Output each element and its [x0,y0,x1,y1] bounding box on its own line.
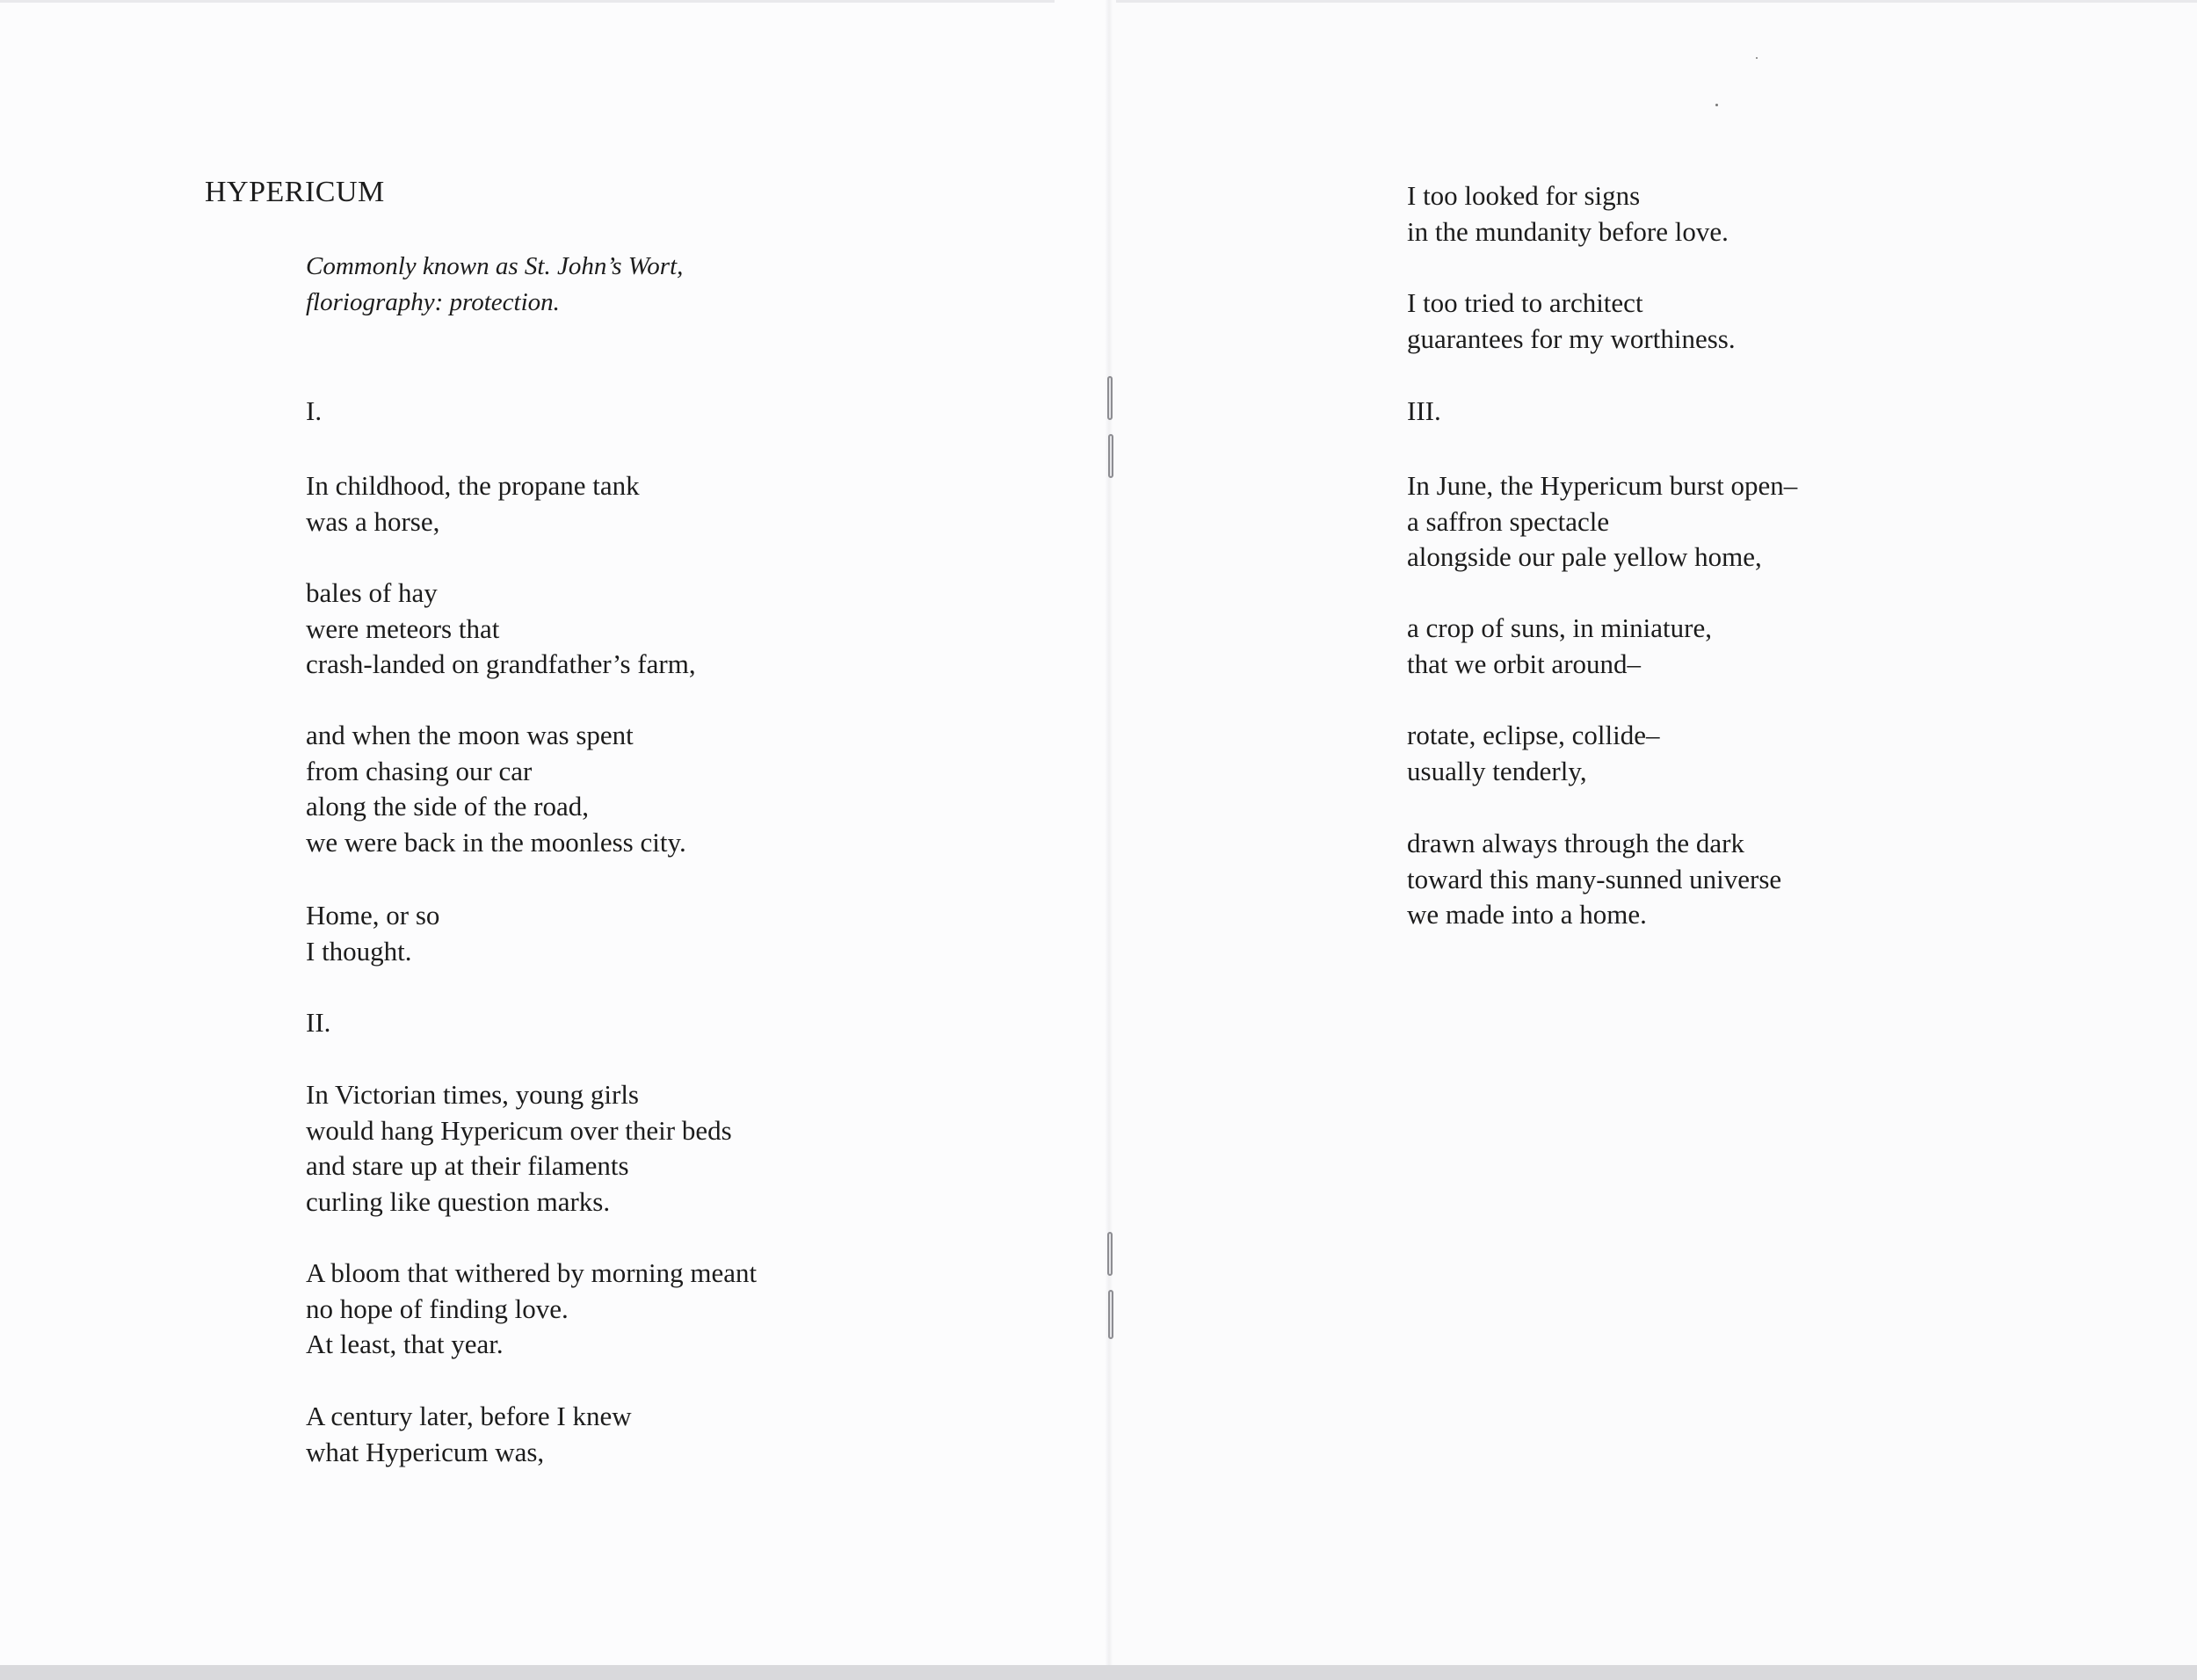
poem-line: Home, or so [306,900,440,931]
epigraph-line: Commonly known as St. John’s Wort, [306,252,684,280]
paper-speck [1715,104,1718,106]
poem-title: HYPERICUM [205,176,385,208]
top-edge-shadow-right [1116,0,2197,3]
poem-line: At least, that year. [306,1329,504,1359]
poem-line: In childhood, the propane tank [306,470,640,501]
poem-line: guarantees for my worthiness. [1407,322,1736,354]
stanza [306,468,640,539]
stanza [306,576,696,683]
stanza [306,898,439,969]
poem-line: rotate, eclipse, collide– [1407,720,1660,750]
poem-line: crash-landed on grandfather’s farm, [306,648,696,679]
poem-line: were meteors that [306,612,500,644]
poem-line: was a horse, [306,505,440,537]
paper-speck [1756,57,1758,59]
stanza [1407,718,1660,789]
scan-bottom-edge [0,1665,2197,1680]
poem-line: bales of hay [306,577,438,608]
poem-line: a crop of suns, in miniature, [1407,612,1712,643]
poem-line: curling like question marks. [306,1185,611,1217]
stanza [306,718,686,860]
stanza [1407,826,1781,933]
poem-line: along the side of the road, [306,791,589,822]
staple-top-upper [1107,376,1113,420]
poem-line: would hang Hypericum over their beds [306,1114,732,1146]
section-numeral-3: III. [1407,395,1441,426]
poem-line: I thought. [306,935,412,967]
stanza [1407,468,1797,576]
poem-line: and when the moon was spent [306,720,634,750]
staple-bottom-lower [1108,1290,1113,1339]
poem-line: we made into a home. [1407,899,1647,930]
staple-top-lower [1108,434,1113,478]
poem-line: no hope of finding love. [306,1293,569,1324]
poem-line: drawn always through the dark [1407,828,1744,858]
poem-line: toward this many-sunned universe [1407,863,1782,894]
poem-line: alongside our pale yellow home, [1407,541,1762,572]
poem-line: that we orbit around– [1407,648,1642,679]
top-edge-shadow-left [0,0,1055,3]
section-numeral-2: II. [306,1007,331,1038]
poem-line: I too looked for signs [1407,180,1641,211]
epigraph-line: floriography: protection. [306,288,560,316]
poem-line: A bloom that withered by morning meant [306,1257,758,1288]
poem-line: In Victorian times, young girls [306,1079,639,1110]
poem-line: a saffron spectacle [1407,505,1610,537]
poem-line: I too tried to architect [1407,287,1643,318]
stanza [306,1077,732,1220]
stanza [1407,286,1736,357]
stanza [306,1399,632,1470]
poem-line: A century later, before I knew [306,1401,632,1431]
stanza [306,1256,757,1363]
section-numeral-1: I. [306,395,323,426]
poem-line: what Hypericum was, [306,1436,545,1467]
book-gutter [1106,0,1113,1665]
poem-line: from chasing our car [306,755,533,786]
poem-line: usually tenderly, [1407,755,1587,786]
poem-line: In June, the Hypericum burst open– [1407,470,1798,501]
poem-line: we were back in the moonless city. [306,826,686,858]
staple-bottom-upper [1107,1232,1113,1276]
stanza [1407,611,1712,682]
stanza [1407,178,1729,250]
poem-line: in the mundanity before love. [1407,215,1729,247]
epigraph [306,249,683,321]
poem-line: and stare up at their filaments [306,1150,629,1181]
